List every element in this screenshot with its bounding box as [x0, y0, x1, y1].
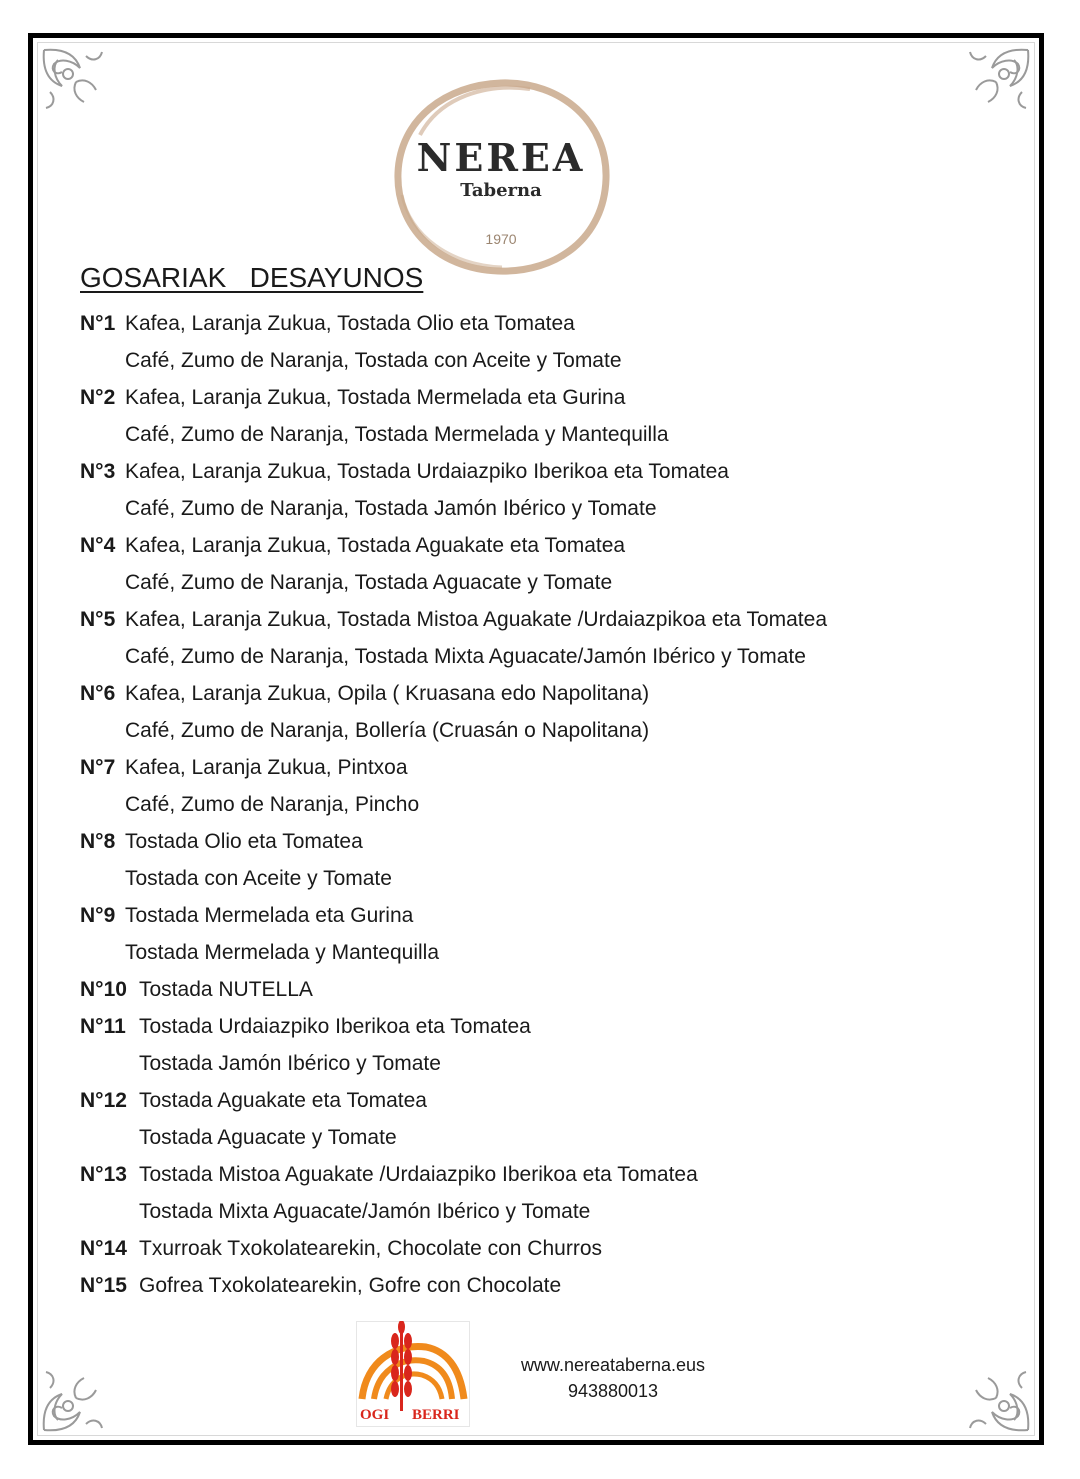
menu-item-spanish-text: Café, Zumo de Naranja, Tostada Mixta Aguacate/Jamón Ibérico y Tomate — [125, 645, 806, 668]
nerea-logo — [390, 75, 612, 275]
corner-ornament-top-right — [964, 42, 1036, 114]
corner-ornament-top-left — [36, 42, 108, 114]
corner-ornament-bottom-right — [964, 1366, 1036, 1438]
menu-item-basque-text: Tostada Aguakate eta Tomatea — [139, 1089, 427, 1112]
menu-item-number: N°5 — [80, 608, 116, 631]
menu-item-number: N°9 — [80, 904, 116, 927]
breakfast-menu — [80, 305, 1040, 1304]
corner-ornament-bottom-left — [36, 1366, 108, 1438]
menu-item-number: N°3 — [80, 460, 116, 483]
menu-item-spanish-text: Café, Zumo de Naranja, Tostada con Aceite y Tomate — [125, 349, 622, 372]
menu-item-eu — [80, 601, 1040, 638]
logo-subtitle: Taberna — [460, 180, 542, 201]
menu-item-basque-text: Txurroak Txokolatearekin, Chocolate con Churros — [139, 1237, 602, 1260]
menu-item-number: N°11 — [80, 1015, 126, 1038]
menu-item-eu — [80, 823, 1040, 860]
menu-heading: GOSARIAK DESAYUNOS — [80, 262, 424, 293]
menu-item-basque-text: Kafea, Laranja Zukua, Tostada Olio eta Tomatea — [125, 312, 575, 335]
menu-item-basque-text: Kafea, Laranja Zukua, Tostada Urdaiazpiko Iberikoa eta Tomatea — [125, 460, 729, 483]
menu-item-spanish-text: Café, Zumo de Naranja, Bollería (Cruasán o Napolitana) — [125, 719, 650, 742]
website-link[interactable]: www.nereataberna.eus — [520, 1355, 706, 1375]
menu-item-basque-text: Tostada Olio eta Tomatea — [125, 830, 363, 853]
menu-item-number: N°7 — [80, 756, 116, 779]
menu-item-basque-text: Kafea, Laranja Zukua, Pintxoa — [125, 756, 408, 779]
menu-item-spanish-text: Tostada Aguacate y Tomate — [139, 1126, 397, 1149]
menu-item-eu — [80, 379, 1040, 416]
menu-item-number: N°2 — [80, 386, 116, 409]
menu-item-number: N°12 — [80, 1089, 127, 1112]
menu-item-basque-text: Kafea, Laranja Zukua, Tostada Mermelada eta Gurina — [125, 386, 626, 409]
menu-item-number: N°14 — [80, 1237, 127, 1260]
menu-item-number: N°8 — [80, 830, 116, 853]
menu-item-basque-text: Kafea, Laranja Zukua, Opila ( Kruasana edo Napolitana) — [125, 682, 650, 705]
ogi-text: OGI — [360, 1407, 390, 1423]
contact-info — [500, 1352, 726, 1404]
logo-name: NEREA — [416, 135, 586, 180]
menu-item-eu — [80, 305, 1040, 342]
menu-item-eu — [80, 1230, 1040, 1267]
menu-item-eu — [80, 675, 1040, 712]
menu-item-basque-text: Gofrea Txokolatearekin, Gofre con Chocolate — [139, 1274, 562, 1297]
menu-item-eu — [80, 1008, 1040, 1045]
menu-item-spanish-text: Café, Zumo de Naranja, Pincho — [125, 793, 420, 816]
menu-item-basque-text: Tostada Mermelada eta Gurina — [125, 904, 414, 927]
menu-item-number: N°13 — [80, 1163, 127, 1186]
logo-year: 1970 — [485, 231, 517, 247]
menu-item-number: N°4 — [80, 534, 116, 557]
menu-item-spanish-text: Café, Zumo de Naranja, Tostada Aguacate y Tomate — [125, 571, 613, 594]
menu-item-spanish-text: Café, Zumo de Naranja, Tostada Jamón Ibérico y Tomate — [125, 497, 657, 520]
menu-item-basque-text: Kafea, Laranja Zukua, Tostada Aguakate eta Tomatea — [125, 534, 626, 557]
menu-item-eu — [80, 527, 1040, 564]
menu-item-spanish-text: Café, Zumo de Naranja, Tostada Mermelada y Mantequilla — [125, 423, 669, 446]
menu-item-eu — [80, 1267, 1040, 1304]
menu-item-eu — [80, 897, 1040, 934]
menu-item-number: N°10 — [80, 978, 127, 1001]
menu-item-basque-text: Kafea, Laranja Zukua, Tostada Mistoa Aguakate /Urdaiazpikoa eta Tomatea — [125, 608, 828, 631]
menu-item-spanish-text: Tostada Mermelada y Mantequilla — [125, 941, 439, 964]
menu-item-basque-text: Tostada Mistoa Aguakate /Urdaiazpiko Iberikoa eta Tomatea — [139, 1163, 698, 1186]
berri-text: BERRI — [412, 1407, 460, 1423]
menu-item-number: N°6 — [80, 682, 116, 705]
menu-item-eu — [80, 1082, 1040, 1119]
menu-item-number: N°15 — [80, 1274, 127, 1297]
phone-number: 943880013 — [567, 1381, 659, 1401]
menu-item-spanish-text: Tostada Jamón Ibérico y Tomate — [139, 1052, 441, 1075]
menu-item-eu — [80, 453, 1040, 490]
menu-item-eu — [80, 1156, 1040, 1193]
menu-item-spanish-text: Tostada Mixta Aguacate/Jamón Ibérico y Tomate — [139, 1200, 591, 1223]
menu-item-number: N°1 — [80, 312, 116, 335]
menu-item-basque-text: Tostada Urdaiazpiko Iberikoa eta Tomatea — [139, 1015, 531, 1038]
menu-item-spanish-text: Tostada con Aceite y Tomate — [125, 867, 392, 890]
menu-item-basque-text: Tostada NUTELLA — [139, 978, 313, 1001]
menu-item-eu — [80, 749, 1040, 786]
menu-item-eu — [80, 971, 1040, 1008]
ogi-berri-logo — [356, 1321, 470, 1427]
